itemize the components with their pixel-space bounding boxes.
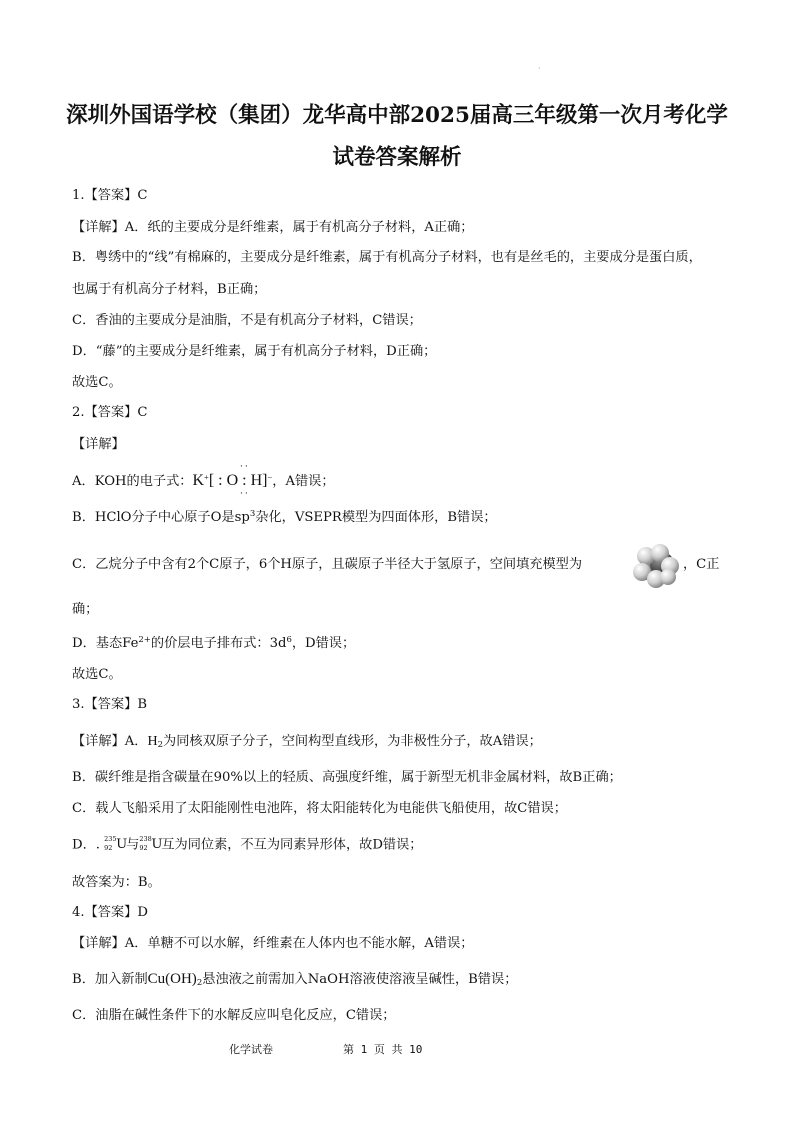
q3-option-d-suffix: 互为同位素，不互为同素异形体，故D错误； (161, 837, 423, 853)
ethane-space-filling-model-icon (632, 544, 680, 588)
q3-option-a (72, 733, 542, 751)
uranium-238-notation (139, 836, 161, 854)
u235-atomic-number: 92 (104, 844, 113, 852)
q2-option-c: C．乙烷分子中含有2个C原子，6个H原子，且碳原子半径大于氢原子，空间填充模型为 (72, 557, 583, 572)
q2-option-d-mid: 的价层电子排布式：3d (150, 636, 287, 651)
q1-answer: 1.【答案】C (72, 188, 148, 203)
koh-electron-formula (192, 472, 272, 489)
fe-charge: 2+ (138, 635, 151, 645)
u238-mass: 238 (139, 835, 152, 843)
u238-symbol: U (151, 837, 163, 852)
q3-option-d-prefix: D．. (72, 837, 100, 853)
copper-hydroxide-subscript: 2 (196, 978, 203, 988)
q3-conclusion: 故答案为：B。 (72, 875, 161, 890)
u235-mass: 235 (104, 835, 117, 843)
q2-option-a-suffix: ，A错误； (272, 474, 335, 489)
q1-option-c: C．香油的主要成分是油脂，不是有机高分子材料，C错误； (72, 313, 422, 328)
h2-subscript: 2 (157, 740, 164, 750)
page-title-line1: 深圳外国语学校（集团）龙华高中部2025届高三年级第一次月考化学 (66, 103, 728, 128)
q3-option-a-suffix: 为同核双原子分子，空间构型直线形，为非极性分子，故A错误； (163, 734, 542, 749)
q4-answer: 4.【答案】D (72, 905, 148, 920)
q1-option-d: D．“藤”的主要成分是纤维素，属于有机高分子材料，D正确； (72, 344, 437, 359)
copper-hydroxide-formula: Cu(OH) (147, 971, 197, 987)
q4-option-b-prefix: B．加入新制 (72, 972, 148, 987)
koh-cation-charge: + (204, 472, 209, 482)
q3-option-c: C．载人飞船采用了太阳能刚性电池阵，将太阳能转化为电能供飞船使用，故C错误； (72, 801, 567, 816)
oxygen-lone-pair-bottom: ·· (240, 489, 250, 499)
q2-option-c-cont: 确； (72, 602, 99, 617)
q2-detail-label: 【详解】 (72, 437, 125, 452)
q4-option-c: C．油脂在碱性条件下的水解反应叫皂化反应，C错误； (72, 1008, 396, 1023)
q1-option-b-line2: 也属于有机高分子材料，B正确； (72, 282, 267, 297)
q2-option-d-suffix: ，D错误； (291, 636, 356, 651)
q4-option-a: 【详解】A．单糖不可以水解，纤维素在人体内也不能水解，A错误； (72, 936, 474, 951)
q2-option-c-right: ，C正 (683, 557, 720, 572)
u238-atomic-number: 92 (139, 844, 148, 852)
koh-cation: K (192, 472, 205, 489)
q2-answer: 2.【答案】C (72, 405, 148, 420)
q2-option-b (72, 509, 497, 527)
q2-option-a (72, 472, 335, 491)
footer-subject: 化学试卷 (229, 1043, 273, 1056)
q4-option-b-suffix: 悬浊液之前需加入NaOH溶液使溶液呈碱性，B错误； (202, 972, 518, 987)
q2-option-b-prefix: B．HClO分子中心原子O是sp (72, 510, 250, 525)
q1-option-b-line1: B．粤绣中的“线”有棉麻的，主要成分是纤维素，属于有机高分子材料，也有是丝毛的，主要成分是蛋白质， (72, 250, 702, 265)
q1-conclusion: 故选C。 (72, 375, 122, 390)
koh-anion-charge: − (267, 472, 273, 482)
q1-option-a: 【详解】A．纸的主要成分是纤维素，属于有机高分子材料，A正确； (72, 220, 474, 235)
scan-mark: · (538, 64, 541, 73)
koh-anion: [ : O : H] (208, 472, 268, 489)
q3-option-b: B．碳纤维是指含碳量在90%以上的轻质、高强度纤维，属于新型无机非金属材料，故B正确； (72, 770, 622, 785)
q2-option-a-prefix: A．KOH的电子式： (72, 474, 193, 489)
uranium-235-notation (104, 836, 126, 854)
h2-formula: H (147, 734, 158, 749)
q3-answer: 3.【答案】B (72, 697, 148, 712)
q2-option-d-prefix: D．基态Fe (72, 636, 139, 651)
q3-option-d (72, 836, 422, 855)
oxygen-lone-pair-top: ·· (240, 462, 250, 472)
u235-symbol: U (116, 837, 128, 852)
q4-option-b (72, 970, 517, 989)
q3-option-a-prefix: 【详解】A． (72, 734, 148, 749)
sp3-superscript: 3 (249, 509, 256, 519)
footer-page-number: 第 1 页 共 10 (343, 1043, 423, 1056)
q2-option-b-suffix: 杂化，VSEPR模型为四面体形，B错误； (255, 510, 497, 525)
q2-option-d (72, 635, 355, 653)
q3-option-d-mid: 与 (126, 837, 140, 853)
page-title-line2: 试卷答案解析 (332, 145, 462, 170)
q2-conclusion: 故选C。 (72, 667, 122, 682)
d-electron-count: 6 (286, 635, 292, 645)
